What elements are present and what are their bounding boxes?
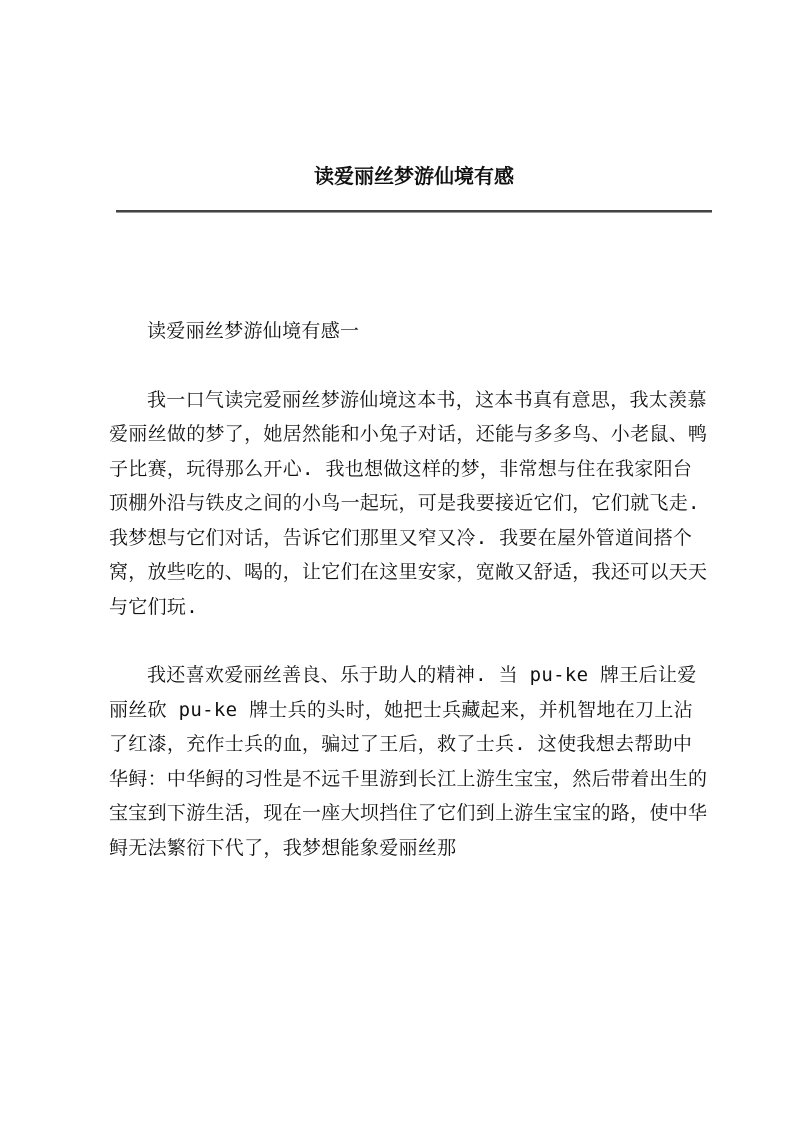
section-heading: 读爱丽丝梦游仙境有感一: [147, 320, 360, 342]
document-title: 读爱丽丝梦游仙境有感: [314, 164, 514, 188]
title-divider: [116, 210, 712, 213]
paragraph-1: 我一口气读完爱丽丝梦游仙境这本书，这本书真有意思，我太羡慕爱丽丝做的梦了，她居然能和小兔子对话，还能与多多鸟、小老鼠、鸭子比赛，玩得那么开心. 我也想做这样的梦，非常想与住在我家阳台顶棚外沿与铁皮之间的小鸟一起玩，可是我要接近它们，它们就飞走. 我梦想与它们对话，告诉它们那里又窄又冷. 我要在屋外管道间搭个窝，放些吃的、喝的，让它们在这里安家，宽敞又舒适，我还可以天天与它们玩.: [109, 388, 708, 618]
paragraph-2: 我还喜欢爱丽丝善良、乐于助人的精神. 当 pu-ke 牌王后让爱丽丝砍 pu-ke 牌士兵的头时，她把士兵藏起来，并机智地在刀上沾了红漆，充作士兵的血，骗过了王后，救了士兵. 这使我想去帮助中华鲟：中华鲟的习性是不远千里游到长江上游生宝宝，然后带着出生的宝宝到下游生活，现在一座大坝挡住了它们到上游生宝宝的路，使中华鲟无法繁衍下代了，我梦想能象爱丽丝那: [109, 664, 708, 859]
document-body: [109, 314, 711, 865]
